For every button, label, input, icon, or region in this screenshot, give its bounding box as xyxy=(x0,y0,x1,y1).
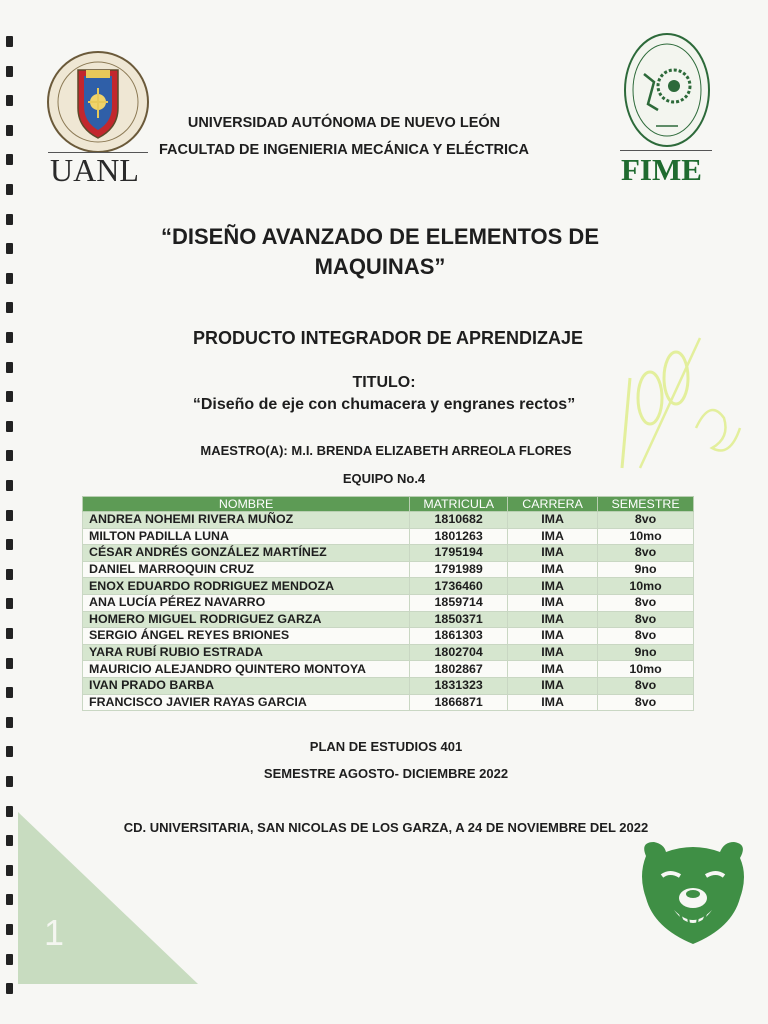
cell-carrera: IMA xyxy=(508,628,598,645)
table-row xyxy=(83,561,694,578)
binding-hole xyxy=(6,214,13,225)
cell-matricula: 1795194 xyxy=(410,545,508,562)
cell-semestre: 10mo xyxy=(598,578,694,595)
cell-nombre: ANDREA NOHEMI RIVERA MUÑOZ xyxy=(83,512,410,529)
university-name: UNIVERSIDAD AUTÓNOMA DE NUEVO LEÓN xyxy=(187,115,501,131)
column-header-matricula: MATRICULA xyxy=(410,497,508,512)
cell-carrera: IMA xyxy=(508,661,598,678)
cell-matricula: 1802704 xyxy=(410,644,508,661)
cell-semestre: 8vo xyxy=(598,694,694,711)
spiral-binding xyxy=(6,36,16,996)
cell-semestre: 8vo xyxy=(598,611,694,628)
page-corner-decoration xyxy=(18,812,198,984)
table-row xyxy=(83,677,694,694)
fime-logo-caption: FIME xyxy=(621,152,702,187)
cell-semestre: 8vo xyxy=(598,512,694,529)
binding-hole xyxy=(6,362,13,373)
cell-carrera: IMA xyxy=(508,545,598,562)
table-row xyxy=(83,661,694,678)
cell-semestre: 8vo xyxy=(598,545,694,562)
table-row xyxy=(83,545,694,562)
cell-semestre: 8vo xyxy=(598,594,694,611)
table-row xyxy=(83,694,694,711)
cell-semestre: 8vo xyxy=(598,628,694,645)
binding-hole xyxy=(6,302,13,313)
cell-nombre: FRANCISCO JAVIER RAYAS GARCIA xyxy=(83,694,410,711)
table-row xyxy=(83,611,694,628)
cell-nombre: HOMERO MIGUEL RODRIGUEZ GARZA xyxy=(83,611,410,628)
cell-nombre: SERGIO ÁNGEL REYES BRIONES xyxy=(83,628,410,645)
binding-hole xyxy=(6,66,13,77)
binding-hole xyxy=(6,806,13,817)
uanl-logo-caption: UANL xyxy=(50,152,139,188)
cell-nombre: YARA RUBÍ RUBIO ESTRADA xyxy=(83,644,410,661)
column-header-carrera: CARRERA xyxy=(508,497,598,512)
product-subtitle: PRODUCTO INTEGRADOR DE APRENDIZAJE xyxy=(192,328,584,348)
cell-semestre: 9no xyxy=(598,561,694,578)
table-row xyxy=(83,512,694,529)
place-and-date: CD. UNIVERSITARIA, SAN NICOLAS DE LOS GARZA, A 24 DE NOVIEMBRE DEL 2022 xyxy=(123,820,649,835)
table-row xyxy=(83,578,694,595)
binding-hole xyxy=(6,865,13,876)
column-header-semestre: SEMESTRE xyxy=(598,497,694,512)
course-title-line1: “DISEÑO AVANZADO DE ELEMENTOS DE xyxy=(160,224,599,249)
table-row xyxy=(83,644,694,661)
table-row xyxy=(83,628,694,645)
cell-matricula: 1866871 xyxy=(410,694,508,711)
cell-nombre: ENOX EDUARDO RODRIGUEZ MENDOZA xyxy=(83,578,410,595)
binding-hole xyxy=(6,894,13,905)
binding-hole xyxy=(6,924,13,935)
cell-carrera: IMA xyxy=(508,594,598,611)
binding-hole xyxy=(6,184,13,195)
binding-hole xyxy=(6,421,13,432)
titulo-label: TITULO: xyxy=(352,374,416,391)
cell-semestre: 9no xyxy=(598,644,694,661)
cell-nombre: DANIEL MARROQUIN CRUZ xyxy=(83,561,410,578)
cell-matricula: 1861303 xyxy=(410,628,508,645)
binding-hole xyxy=(6,569,13,580)
cell-matricula: 1736460 xyxy=(410,578,508,595)
course-title-line2: MAQUINAS” xyxy=(314,254,446,279)
cell-nombre: CÉSAR ANDRÉS GONZÁLEZ MARTÍNEZ xyxy=(83,545,410,562)
column-header-nombre: NOMBRE xyxy=(83,497,410,512)
binding-hole xyxy=(6,95,13,106)
team-number: EQUIPO No.4 xyxy=(342,471,426,486)
cell-matricula: 1831323 xyxy=(410,677,508,694)
cell-nombre: MAURICIO ALEJANDRO QUINTERO MONTOYA xyxy=(83,661,410,678)
binding-hole xyxy=(6,510,13,521)
cell-carrera: IMA xyxy=(508,528,598,545)
binding-hole xyxy=(6,835,13,846)
teacher-name: MAESTRO(A): M.I. BRENDA ELIZABETH ARREOLA FLORES xyxy=(200,443,572,458)
cell-carrera: IMA xyxy=(508,578,598,595)
table-row xyxy=(83,528,694,545)
cell-nombre: MILTON PADILLA LUNA xyxy=(83,528,410,545)
cell-semestre: 10mo xyxy=(598,661,694,678)
cell-carrera: IMA xyxy=(508,561,598,578)
cell-carrera: IMA xyxy=(508,677,598,694)
binding-hole xyxy=(6,539,13,550)
bear-mascot-icon xyxy=(636,836,750,948)
cell-matricula: 1810682 xyxy=(410,512,508,529)
cell-nombre: ANA LUCÍA PÉREZ NAVARRO xyxy=(83,594,410,611)
table-body xyxy=(83,512,694,711)
binding-hole xyxy=(6,598,13,609)
binding-hole xyxy=(6,983,13,994)
faculty-name: FACULTAD DE INGENIERIA MECÁNICA Y ELÉCTRICA xyxy=(158,142,530,158)
study-plan: PLAN DE ESTUDIOS 401 xyxy=(309,739,463,754)
cell-nombre: IVAN PRADO BARBA xyxy=(83,677,410,694)
binding-hole xyxy=(6,954,13,965)
table-row xyxy=(83,594,694,611)
binding-hole xyxy=(6,717,13,728)
cell-matricula: 1801263 xyxy=(410,528,508,545)
cell-carrera: IMA xyxy=(508,694,598,711)
cell-matricula: 1859714 xyxy=(410,594,508,611)
semester-period: SEMESTRE AGOSTO- DICIEMBRE 2022 xyxy=(263,766,509,781)
cell-semestre: 8vo xyxy=(598,677,694,694)
table-header-row xyxy=(83,497,694,512)
binding-hole xyxy=(6,687,13,698)
cell-matricula: 1850371 xyxy=(410,611,508,628)
cell-semestre: 10mo xyxy=(598,528,694,545)
project-title: “Diseño de eje con chumacera y engranes rectos” xyxy=(192,396,576,413)
cell-carrera: IMA xyxy=(508,512,598,529)
handwritten-grade-mark xyxy=(600,318,750,478)
page-number: 1 xyxy=(44,912,65,953)
cell-matricula: 1802867 xyxy=(410,661,508,678)
cell-matricula: 1791989 xyxy=(410,561,508,578)
team-roster-table xyxy=(82,496,694,711)
cell-carrera: IMA xyxy=(508,611,598,628)
binding-hole xyxy=(6,36,13,47)
binding-hole xyxy=(6,658,13,669)
cell-carrera: IMA xyxy=(508,644,598,661)
binding-hole xyxy=(6,628,13,639)
